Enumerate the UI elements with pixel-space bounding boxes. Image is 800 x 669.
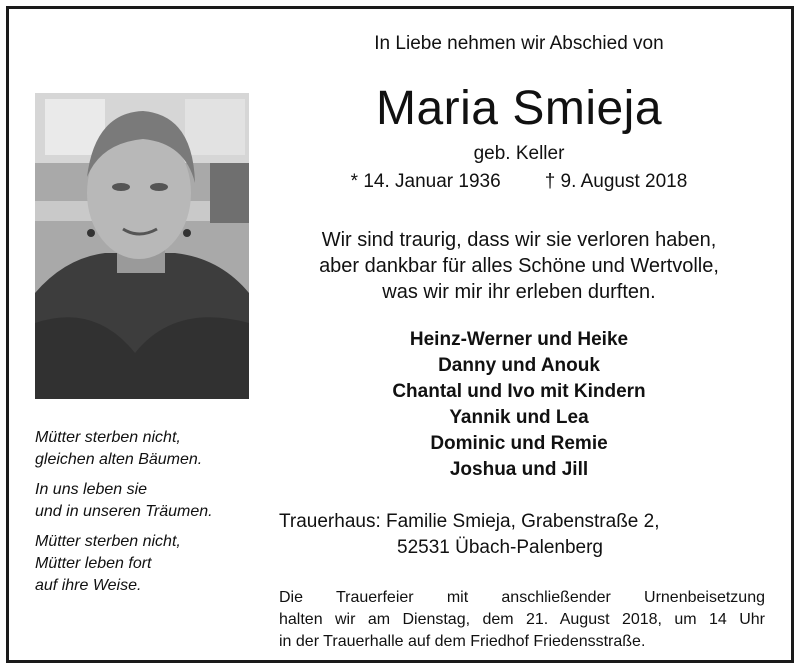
funeral-line: Die Trauerfeier mit anschließender Urnenbeisetzung [279,589,765,606]
poem-line: und in unseren Träumen. [35,503,213,520]
obituary-frame [6,6,794,663]
death-date: † 9. August 2018 [544,171,688,192]
family-member: Yannik und Lea [449,407,589,428]
deceased-name: Maria Smieja [375,82,663,135]
funeral-details [279,587,765,653]
poem-line: In uns leben sie [35,481,148,498]
message-line: was wir mir ihr erleben durften. [382,281,656,303]
message-line: Wir sind traurig, dass wir sie verloren haben, [321,229,717,251]
portrait-image [35,93,249,399]
family-member: Joshua und Jill [449,459,589,480]
grief-message [279,227,759,305]
poem-stanza-3 [35,531,275,597]
message-line: aber dankbar für alles Schöne und Wertvolle, [319,255,719,277]
address-line: Trauerhaus: Familie Smieja, Grabenstraße 2, [279,511,660,532]
poem-line: gleichen alten Bäumen. [35,451,203,468]
birth-date: * 14. Januar 1936 [350,171,501,192]
life-dates [279,171,759,193]
funeral-line: in der Trauerhalle auf dem Friedhof Friedensstraße. [279,633,646,650]
intro-line: In Liebe nehmen wir Abschied von [374,33,664,54]
mourning-house-address [279,509,759,561]
family-member: Dominic und Remie [430,433,608,454]
portrait-photo [35,93,249,399]
funeral-line: halten wir am Dienstag, dem 21. August 2018, um 14 Uhr [279,611,765,628]
poem-stanza-2 [35,479,275,523]
maiden-name: geb. Keller [473,143,565,164]
family-member: Chantal und Ivo mit Kindern [392,381,646,402]
family-member: Heinz-Werner und Heike [409,329,629,350]
address-line: 52531 Übach-Palenberg [397,537,603,558]
family-list [279,327,759,483]
poem-line: Mütter sterben nicht, [35,533,181,550]
poem-line: Mütter leben fort [35,555,152,572]
poem-stanza-1 [35,427,275,471]
family-member: Danny und Anouk [438,355,600,376]
poem-line: auf ihre Weise. [35,577,142,594]
poem-line: Mütter sterben nicht, [35,429,181,446]
